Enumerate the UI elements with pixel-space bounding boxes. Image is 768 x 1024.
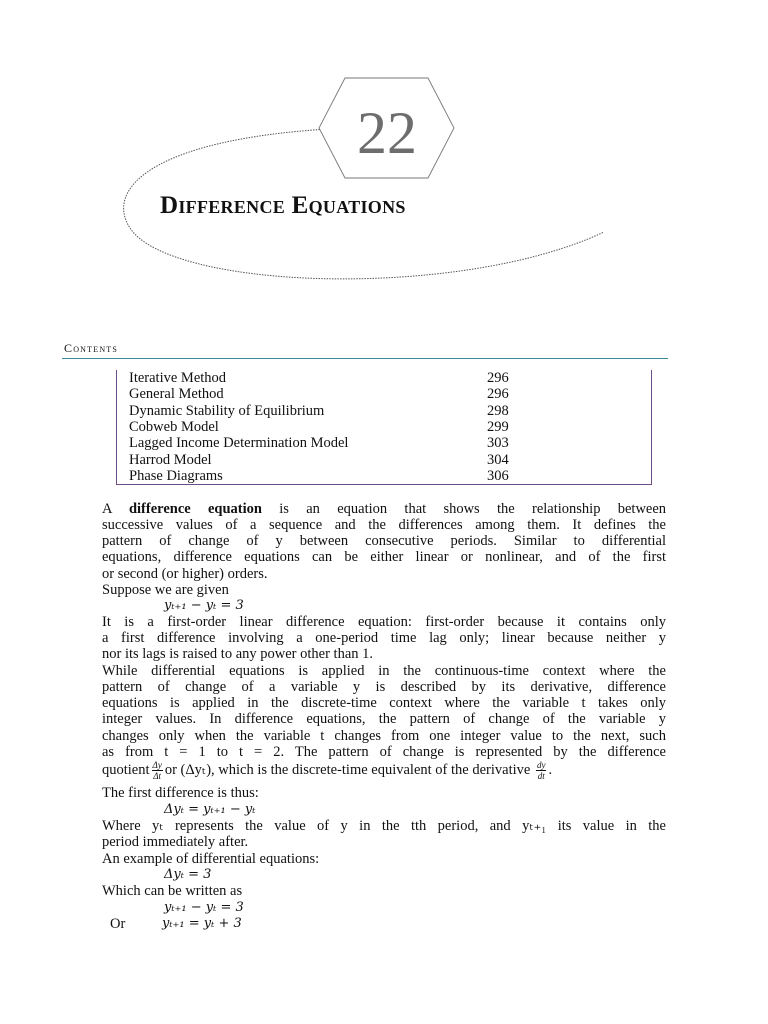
toc-entry-title: Lagged Income Determination Model <box>129 435 349 452</box>
fraction: $\frac{\Delta y}{\Delta t}$ <box>152 760 162 781</box>
toc-entry-page: 306 <box>487 467 509 484</box>
paragraph-line: While differential equations is applied in the continuous-time context where the <box>102 663 666 679</box>
paragraph-line: or second (or higher) orders. <box>102 566 268 582</box>
table-of-contents <box>116 370 652 485</box>
toc-entry-title: Phase Diagrams <box>129 467 223 484</box>
toc-entry-title: Cobweb Model <box>129 418 219 435</box>
toc-entry[interactable] <box>129 386 639 402</box>
paragraph-line: Suppose we are given <box>102 582 229 598</box>
paragraph-line: successive values of a sequence and the differences among them. It defines the <box>102 517 666 533</box>
equation: Δyₜ = yₜ₊₁ − yₜ <box>164 802 256 817</box>
paragraph-line: equations is applied in the discrete-time context where the variable t takes only <box>102 695 666 711</box>
toc-entry[interactable] <box>129 370 639 386</box>
paragraph-line: The first difference is thus: <box>102 785 259 801</box>
toc-entry-title: Dynamic Stability of Equilibrium <box>129 402 325 419</box>
toc-entry-page: 298 <box>487 402 509 419</box>
toc-entry-title: General Method <box>129 386 224 403</box>
paragraph-line: pattern of change of y between consecutive periods. Similar to differential <box>102 533 666 549</box>
paragraph-line: A difference equation is an equation that shows the relationship between <box>102 501 666 517</box>
chapter-title: Difference Equations <box>160 192 406 219</box>
equation: yₜ₊₁ = yₜ + 3 <box>162 916 242 931</box>
paragraph-line: quotient $\frac{\Delta y}{\Delta t}$ or (Δyₜ), which is the discrete-time equivalent of the derivative $\frac{dy}{dt}$ . <box>102 760 553 781</box>
toc-entry[interactable] <box>129 452 639 468</box>
equation: yₜ₊₁ − yₜ = 3 <box>164 900 244 915</box>
toc-entry-page: 303 <box>487 435 509 452</box>
fraction: $\frac{dy}{dt}$ <box>536 760 546 781</box>
toc-entry[interactable] <box>129 435 639 451</box>
toc-entry-page: 296 <box>487 386 509 403</box>
toc-entry[interactable] <box>129 419 639 435</box>
toc-entry[interactable] <box>129 403 639 419</box>
paragraph-line: changes only when the variable t changes from one integer value to the next, such <box>102 728 666 744</box>
equation: yₜ₊₁ − yₜ = 3 <box>164 598 244 613</box>
chapter-number: 22 <box>357 100 417 166</box>
paragraph-line: a first difference involving a one-period time lag only; linear because neither y <box>102 630 666 646</box>
paragraph-line: period immediately after. <box>102 834 249 850</box>
paragraph-line: pattern of change of a variable y is described by its derivative, difference <box>102 679 666 695</box>
contents-divider <box>62 358 668 359</box>
paragraph-line: as from t = 1 to t = 2. The pattern of change is represented by the difference <box>102 744 666 760</box>
paragraph-line: Where yₜ represents the value of y in the tth period, and yₜ₊₁ its value in the <box>102 818 666 834</box>
equation: Δyₜ = 3 <box>164 867 212 882</box>
paragraph-line: nor its lags is raised to any power other than 1. <box>102 646 374 662</box>
paragraph-line: equations, difference equations can be either linear or nonlinear, and of the first <box>102 549 666 565</box>
toc-entry-title: Harrod Model <box>129 451 212 468</box>
toc-entry-page: 304 <box>487 451 509 468</box>
paragraph-line: Which can be written as <box>102 883 243 899</box>
toc-entry-page: 296 <box>487 370 509 386</box>
toc-entry[interactable] <box>129 468 639 484</box>
toc-entry-title: Iterative Method <box>129 370 227 386</box>
bold-term: difference equation <box>128 501 262 517</box>
paragraph-line: An example of differential equations: <box>102 851 320 867</box>
paragraph-line: It is a first-order linear difference equation: first-order because it contains only <box>102 614 666 630</box>
toc-entry-page: 299 <box>487 418 509 435</box>
paragraph-line: integer values. In difference equations, the pattern of change of the variable y <box>102 711 666 727</box>
contents-heading: Contents <box>64 341 119 355</box>
or-label: Or <box>110 916 126 932</box>
